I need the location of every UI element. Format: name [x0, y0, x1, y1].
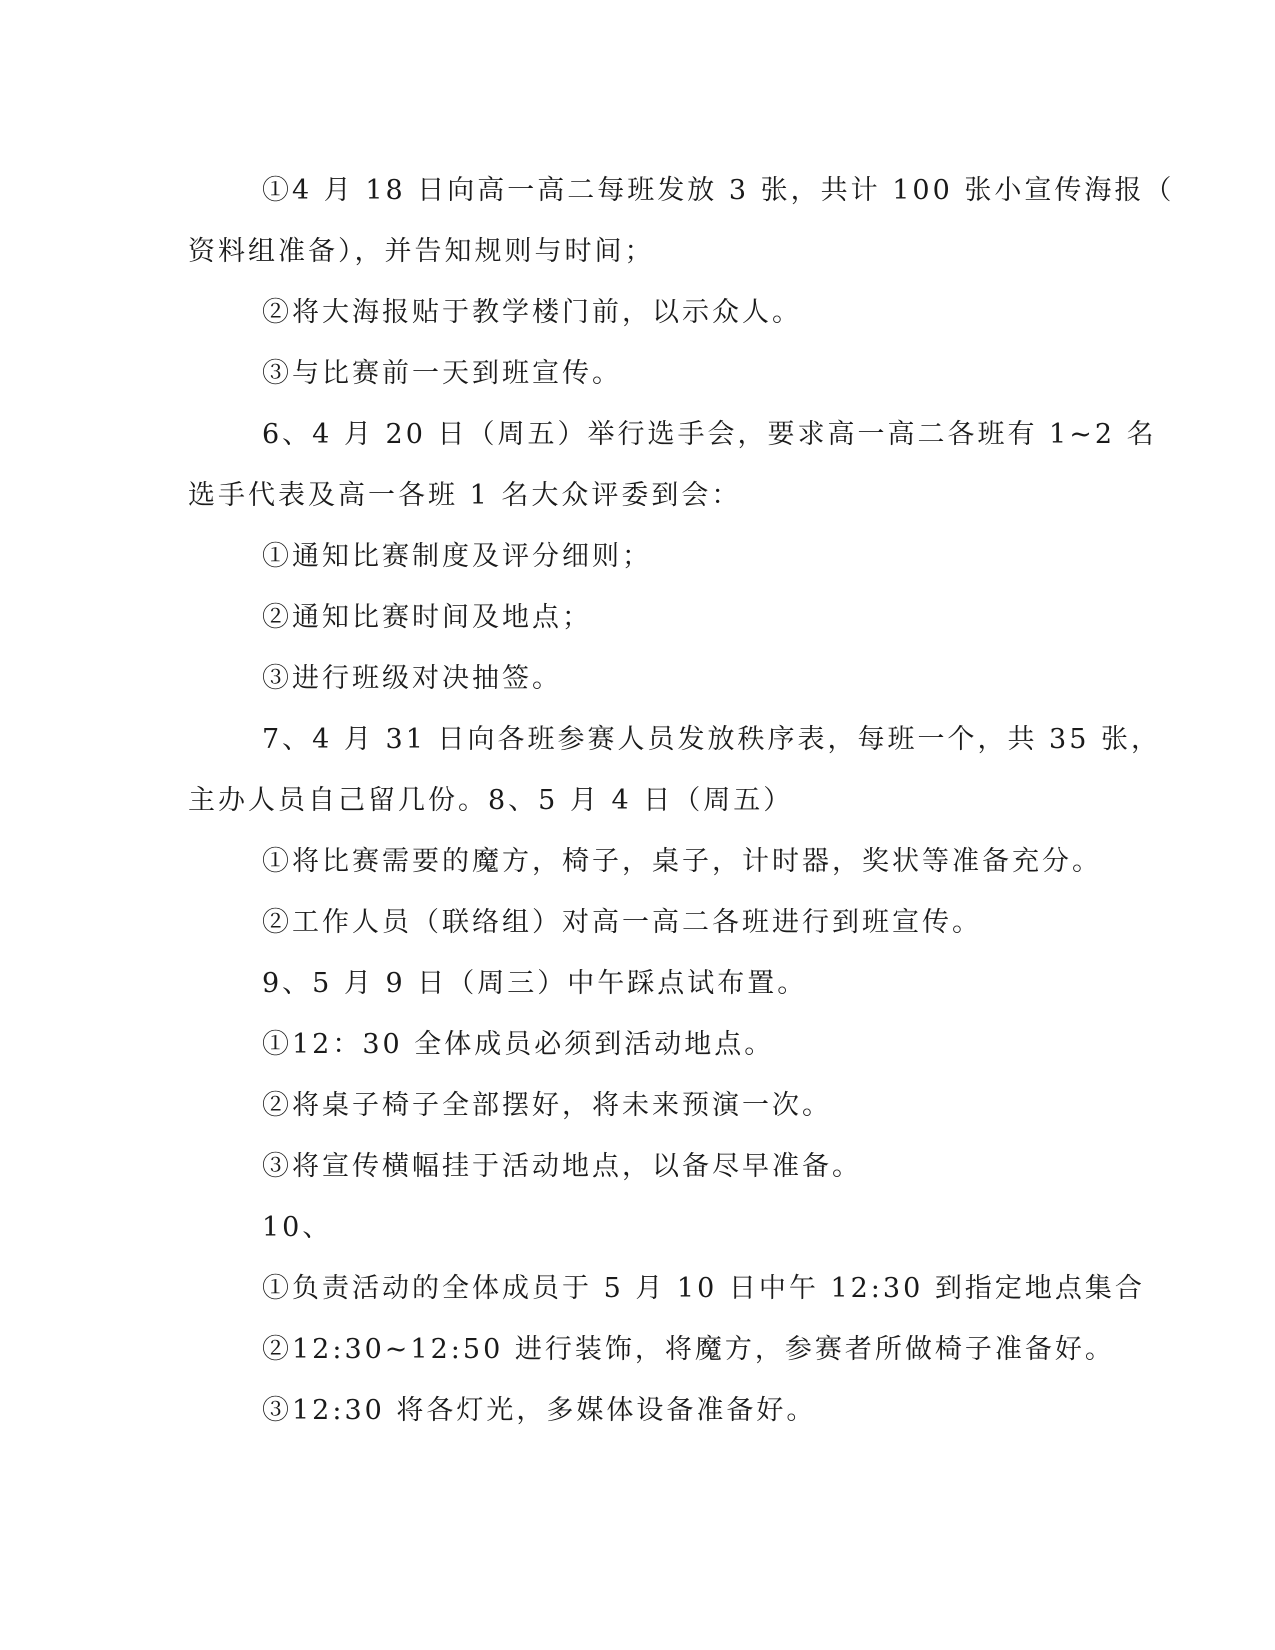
paragraph-line: ①将比赛需要的魔方，椅子，桌子，计时器，奖状等准备充分。: [262, 846, 1102, 877]
paragraph-line: 6、4 月 20 日（周五）举行选手会，要求高一高二各班有 1~2 名: [262, 419, 1157, 450]
paragraph-line: 选手代表及高一各班 1 名大众评委到会：: [188, 480, 742, 511]
paragraph-line: ①通知比赛制度及评分细则；: [262, 541, 652, 572]
paragraph-line: ②12:30~12:50 进行装饰，将魔方，参赛者所做椅子准备好。: [262, 1334, 1115, 1365]
document-body: [188, 160, 1175, 1441]
paragraph-line: ③进行班级对决抽签。: [262, 663, 562, 694]
paragraph-line: ②工作人员（联络组）对高一高二各班进行到班宣传。: [262, 907, 982, 938]
paragraph-line: ③将宣传横幅挂于活动地点，以备尽早准备。: [262, 1151, 862, 1182]
paragraph-line: ③12:30 将各灯光，多媒体设备准备好。: [262, 1395, 817, 1426]
paragraph-line: ①12：30 全体成员必须到活动地点。: [262, 1029, 775, 1060]
paragraph-line: ①4 月 18 日向高一高二每班发放 3 张，共计 100 张小宣传海报（: [262, 175, 1175, 206]
paragraph-line: ②通知比赛时间及地点；: [262, 602, 592, 633]
paragraph-line: 资料组准备），并告知规则与时间；: [188, 236, 655, 267]
paragraph-line: ①负责活动的全体成员于 5 月 10 日中午 12:30 到指定地点集合: [262, 1273, 1145, 1304]
paragraph-line: 7、4 月 31 日向各班参赛人员发放秩序表，每班一个，共 35 张，: [262, 724, 1161, 755]
paragraph-line: 10、: [262, 1212, 333, 1243]
paragraph-line: 主办人员自己留几份。8、5 月 4 日（周五）: [188, 785, 794, 816]
paragraph-line: 9、5 月 9 日（周三）中午踩点试布置。: [262, 968, 808, 999]
paragraph-line: ②将大海报贴于教学楼门前，以示众人。: [262, 297, 802, 328]
paragraph-line: ②将桌子椅子全部摆好，将未来预演一次。: [262, 1090, 832, 1121]
paragraph-line: ③与比赛前一天到班宣传。: [262, 358, 622, 389]
